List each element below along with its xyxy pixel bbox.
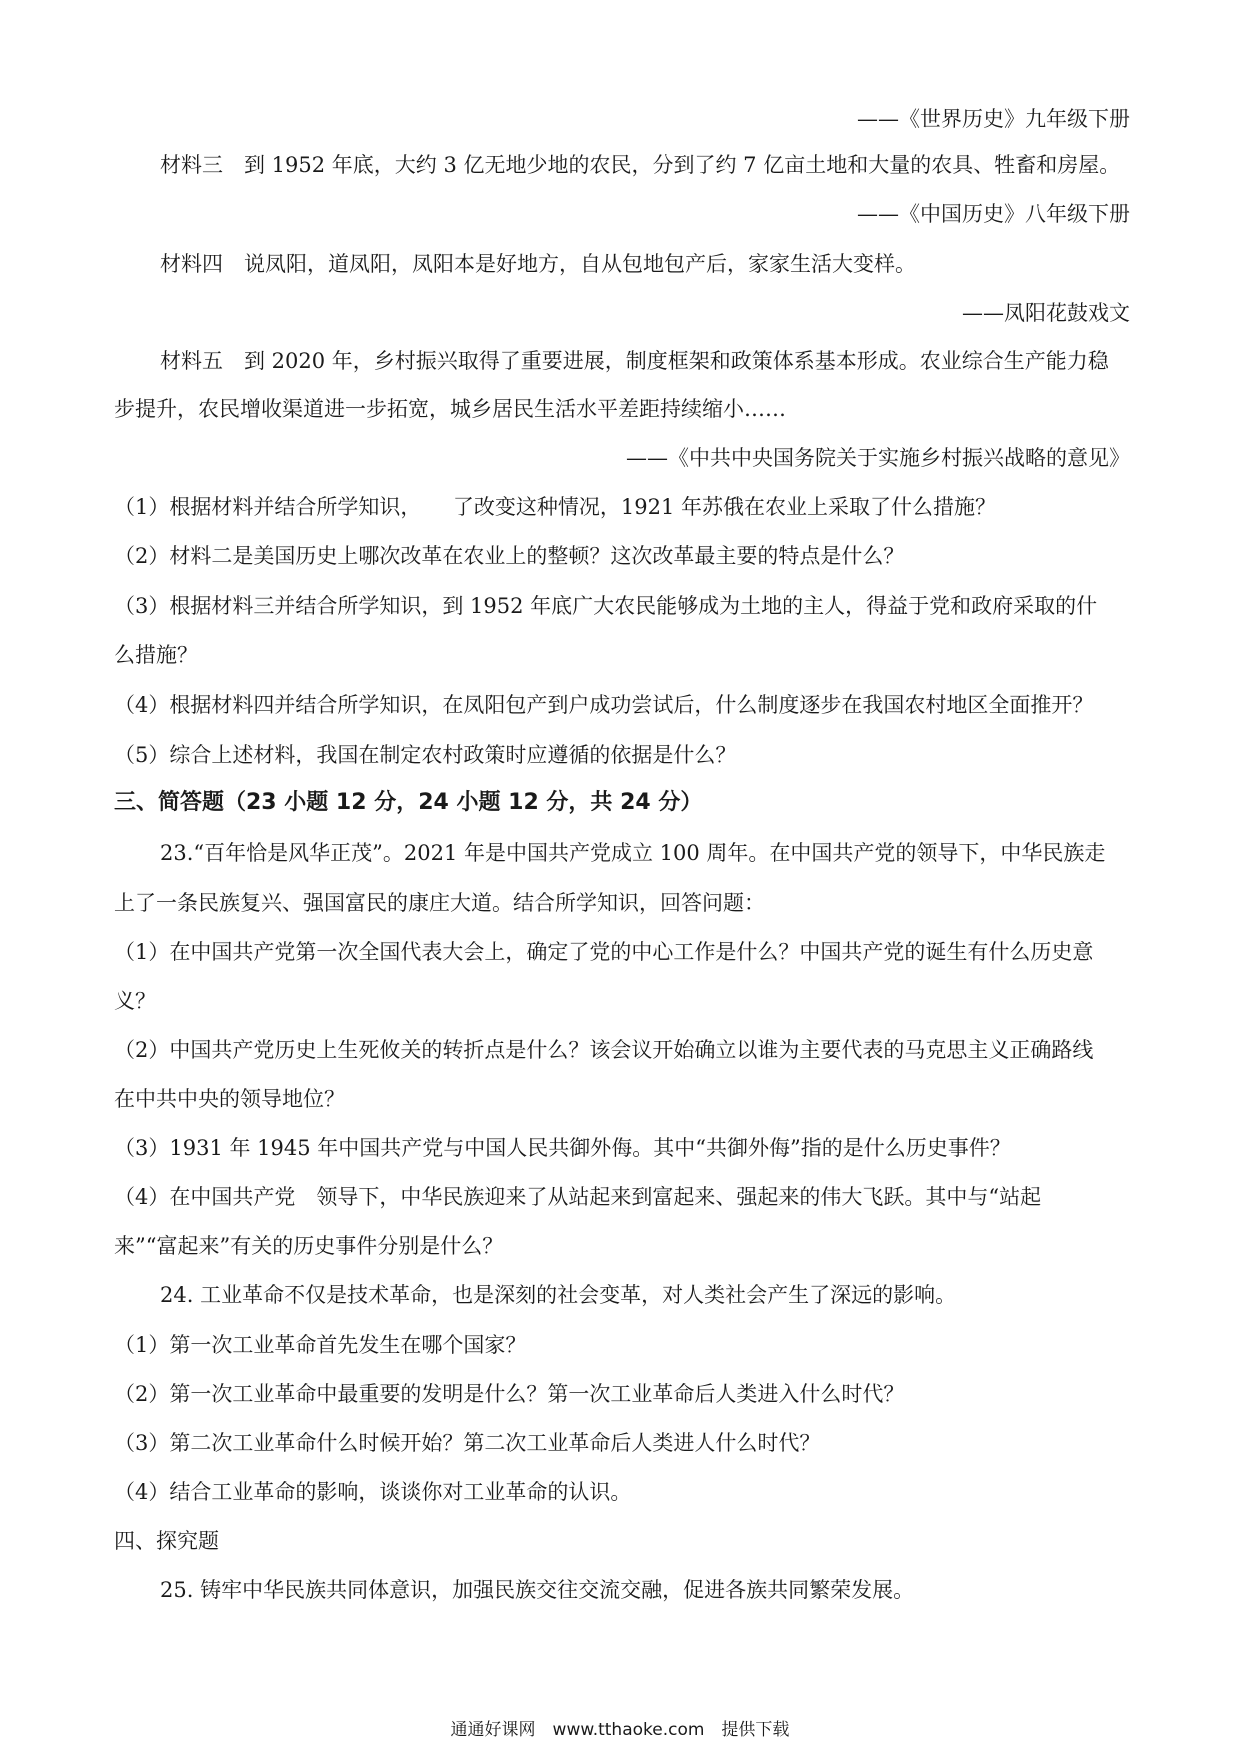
question-25: 25. 铸牢中华民族共同体意识，加强民族交往交流交融，促进各族共同繁荣发展。 bbox=[160, 1578, 915, 1602]
source-policy: ——《中共中央国务院关于实施乡村振兴战略的意见》 bbox=[626, 446, 1130, 470]
material-five-line-2: 步提升，农民增收渠道进一步拓宽，城乡居民生活水平差距持续缩小…… bbox=[114, 397, 786, 421]
question-24-1: （1）第一次工业革命首先发生在哪个国家？ bbox=[114, 1333, 527, 1357]
material-three: 材料三 到 1952 年底，大约 3 亿无地少地的农民，分到了约 7 亿亩土地和大量的农具、牲畜和房屋。 bbox=[160, 153, 1121, 177]
question-23-2-line-1: （2）中国共产党历史上生死攸关的转折点是什么？该会议开始确立以谁为主要代表的马克思主义正确路线 bbox=[114, 1038, 1094, 1062]
question-23-line-1: 23.“百年恰是风华正茂”。2021 年是中国共产党成立 100 周年。在中国共产党的领导下，中华民族走 bbox=[160, 841, 1106, 865]
question-24-4: （4）结合工业革命的影响，谈谈你对工业革命的认识。 bbox=[114, 1480, 632, 1504]
question-23-1-line-2: 义？ bbox=[114, 989, 156, 1013]
question-22-4: （4）根据材料四并结合所学知识，在凤阳包产到户成功尝试后，什么制度逐步在我国农村地区全面推开？ bbox=[114, 693, 1094, 717]
page-footer: 通通好课网 www.tthaoke.com 提供下载 bbox=[450, 1720, 790, 1740]
question-24: 24. 工业革命不仅是技术革命，也是深刻的社会变革，对人类社会产生了深远的影响。 bbox=[160, 1283, 957, 1307]
question-24-3: （3）第二次工业革命什么时候开始？第二次工业革命后人类进人什么时代？ bbox=[114, 1431, 821, 1455]
source-world-history: ——《世界历史》九年级下册 bbox=[857, 107, 1130, 131]
question-23-1-line-1: （1）在中国共产党第一次全国代表大会上，确定了党的中心工作是什么？中国共产党的诞生有什么历史意 bbox=[114, 940, 1094, 964]
question-23-3: （3）1931 年 1945 年中国共产党与中国人民共御外侮。其中“共御外侮”指的是什么历史事件？ bbox=[114, 1136, 1011, 1160]
material-five-line-1: 材料五 到 2020 年，乡村振兴取得了重要进展，制度框架和政策体系基本形成。农业综合生产能力稳 bbox=[160, 349, 1109, 373]
question-22-3-line-2: 么措施？ bbox=[114, 643, 198, 667]
section-three-heading: 三、简答题（23 小题 12 分，24 小题 12 分，共 24 分） bbox=[114, 790, 703, 815]
section-four-heading: 四、探究题 bbox=[114, 1529, 219, 1553]
source-fengyang: ——凤阳花鼓戏文 bbox=[962, 301, 1130, 325]
question-22-2: （2）材料二是美国历史上哪次改革在农业上的整顿？这次改革最主要的特点是什么？ bbox=[114, 544, 905, 568]
question-22-1: （1）根据材料并结合所学知识， 了改变这种情况，1921 年苏俄在农业上采取了什么措施？ bbox=[114, 495, 996, 519]
question-22-5: （5）综合上述材料，我国在制定农村政策时应遵循的依据是什么？ bbox=[114, 743, 737, 767]
question-24-2: （2）第一次工业革命中最重要的发明是什么？第一次工业革命后人类进入什么时代？ bbox=[114, 1382, 905, 1406]
question-23-4-line-2: 来”“富起来”有关的历史事件分别是什么？ bbox=[114, 1234, 504, 1258]
question-23-4-line-1: （4）在中国共产党 领导下，中华民族迎来了从站起来到富起来、强起来的伟大飞跃。其中与“站起 bbox=[114, 1185, 1042, 1209]
question-23-2-line-2: 在中共中央的领导地位？ bbox=[114, 1087, 345, 1111]
question-22-3-line-1: （3）根据材料三并结合所学知识，到 1952 年底广大农民能够成为土地的主人，得益于党和政府采取的什 bbox=[114, 594, 1098, 618]
material-four: 材料四 说凤阳，道凤阳，凤阳本是好地方，自从包地包产后，家家生活大变样。 bbox=[160, 252, 916, 276]
source-china-history: ——《中国历史》八年级下册 bbox=[857, 202, 1130, 226]
question-23-line-2: 上了一条民族复兴、强国富民的康庄大道。结合所学知识，回答问题： bbox=[114, 891, 765, 915]
